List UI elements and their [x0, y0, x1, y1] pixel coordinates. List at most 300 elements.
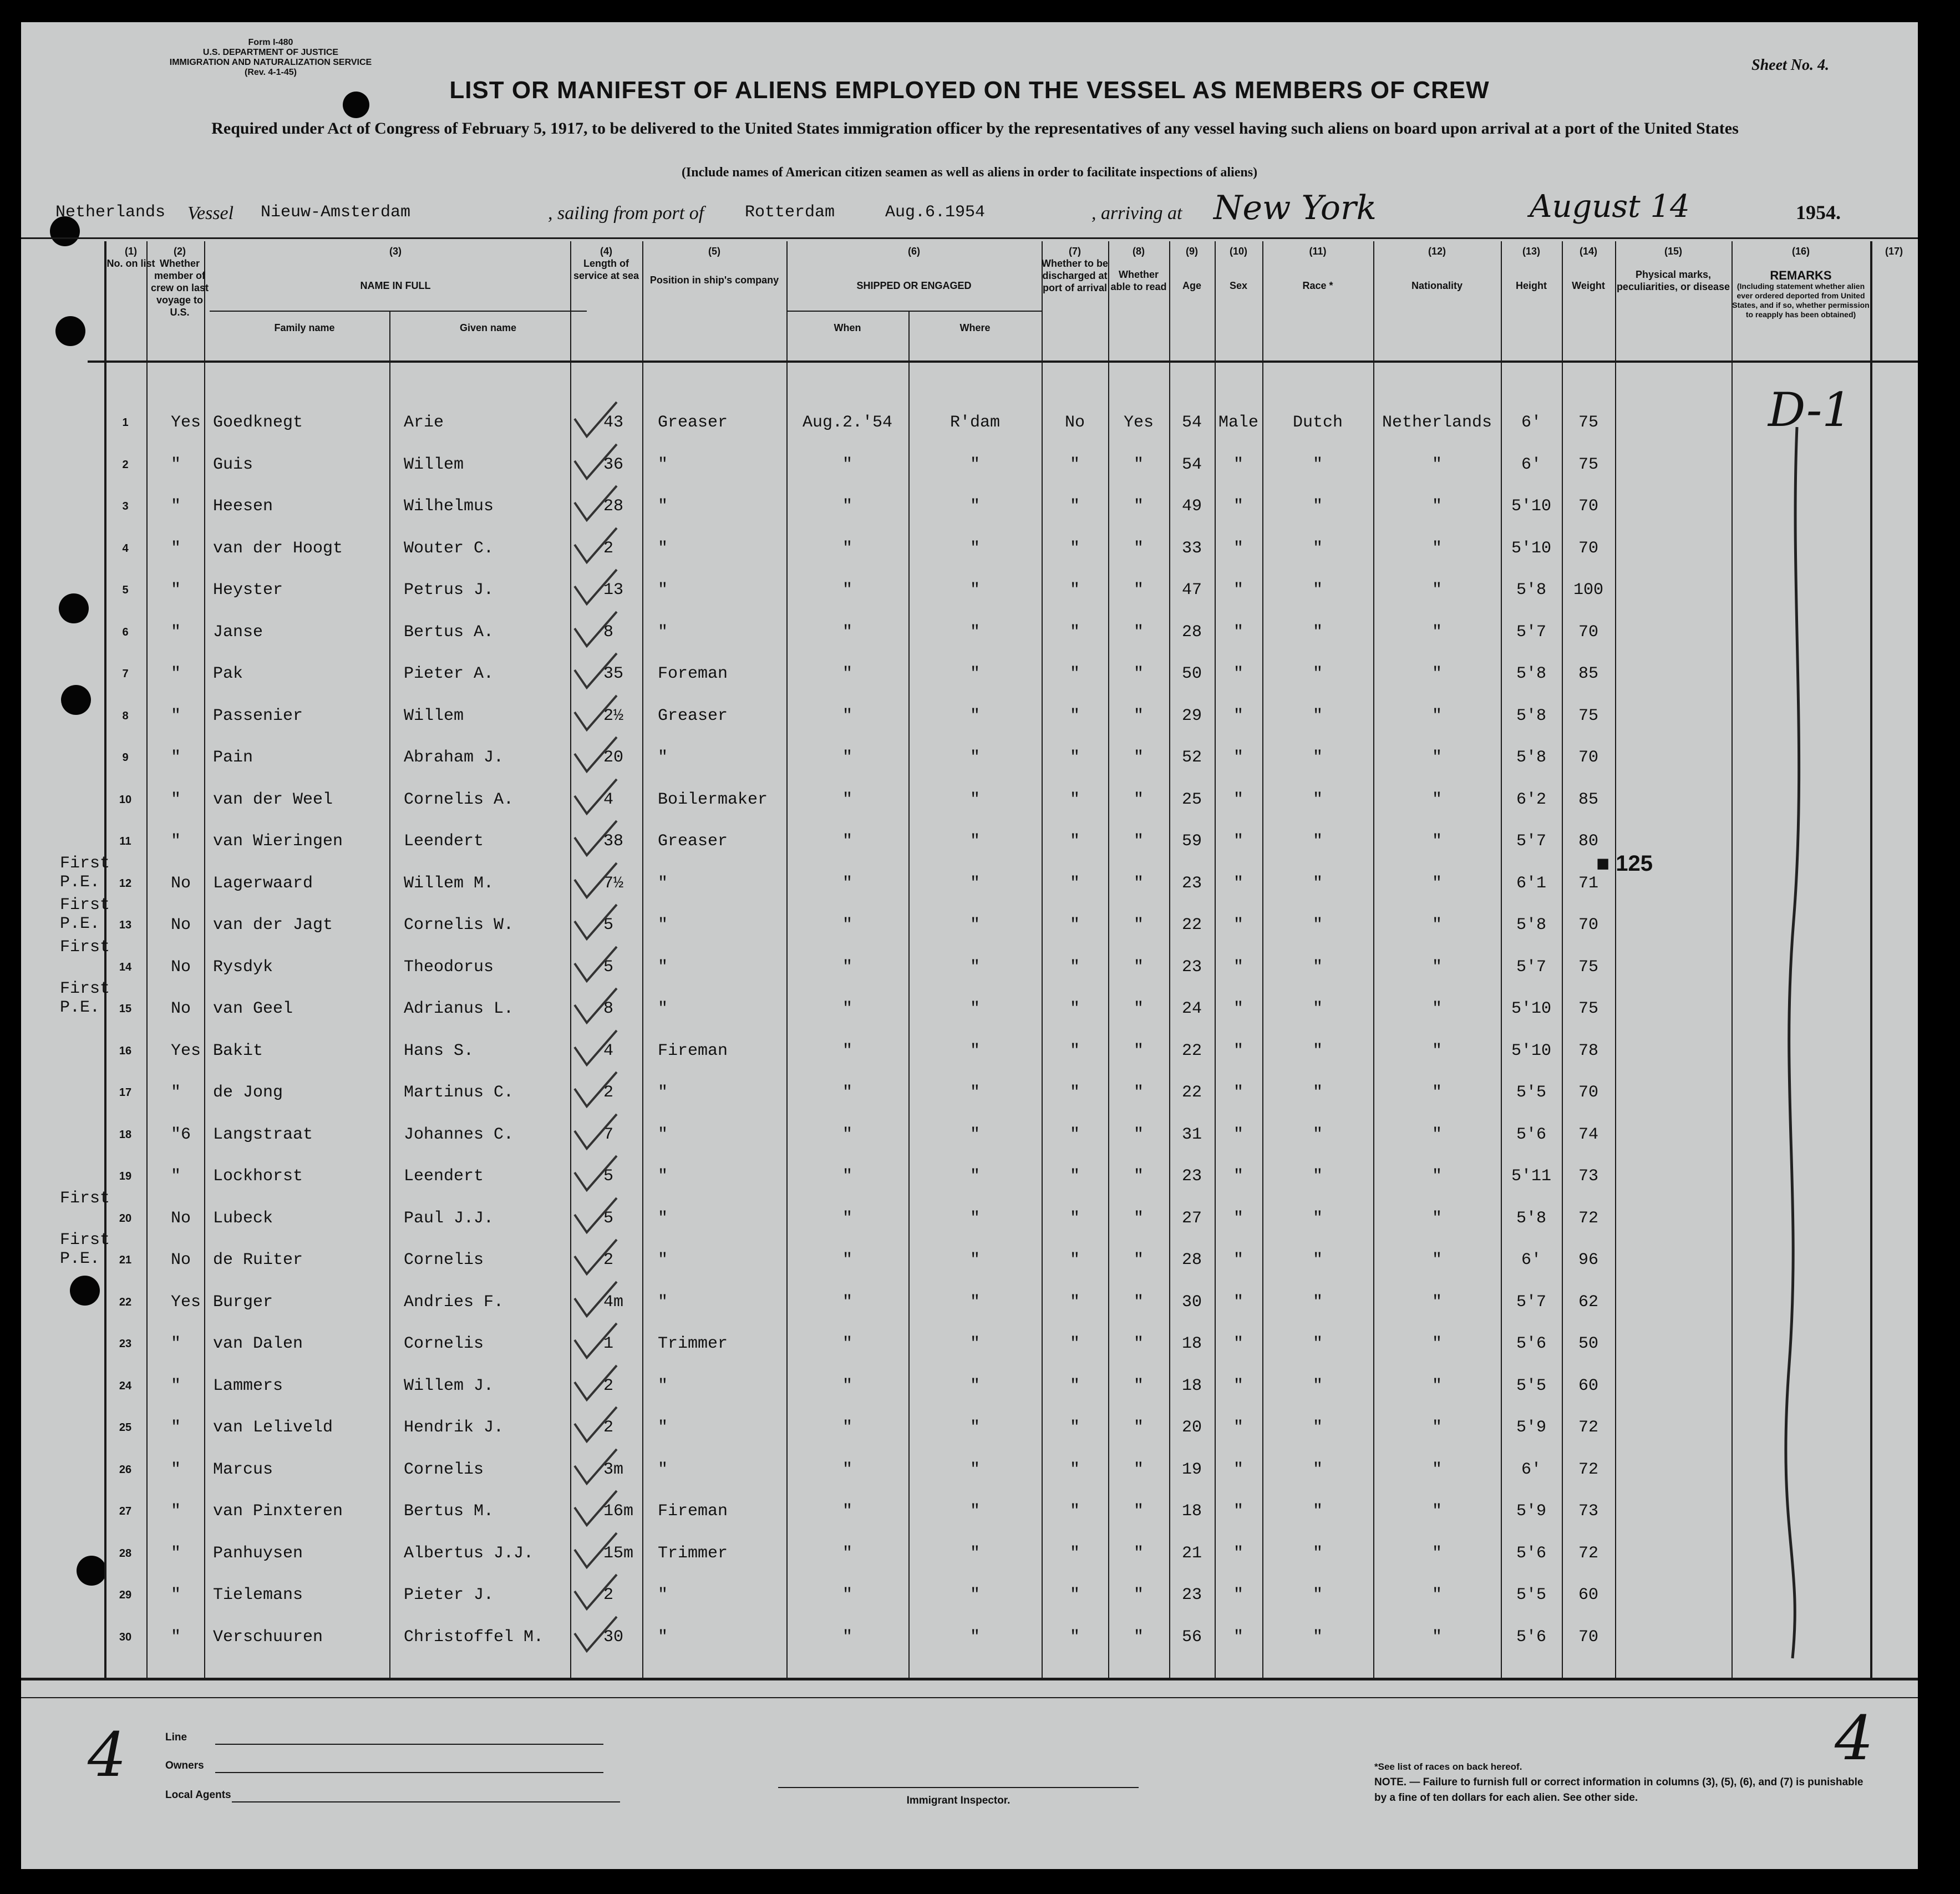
cell-given: Johannes C.: [404, 1125, 514, 1144]
cell-position: ": [658, 497, 668, 516]
cell-nat: ": [1431, 581, 1442, 600]
checkmark-icon: [570, 816, 620, 861]
cell-weight: 96: [1578, 1251, 1598, 1270]
sailing-port: Rotterdam: [745, 203, 835, 222]
cell-disch: ": [1069, 1125, 1080, 1144]
cell-no: 7: [122, 668, 129, 680]
cell-age: 33: [1181, 539, 1202, 558]
sheet-mark-left: 4: [88, 1719, 126, 1790]
cell-nat: ": [1431, 664, 1442, 683]
cell-last: No: [171, 957, 191, 977]
checkmark-icon: [570, 1486, 620, 1531]
cell-family: van Geel: [213, 999, 293, 1018]
cell-service: 5: [603, 957, 614, 977]
cell-height: 5'8: [1516, 706, 1546, 725]
col-header-family: Family name: [274, 322, 335, 333]
cell-age: 28: [1181, 1251, 1202, 1270]
cell-disch: No: [1064, 413, 1085, 432]
cell-given: Cornelis: [404, 1334, 484, 1353]
cell-disch: ": [1069, 916, 1080, 935]
cell-service: 2: [603, 1376, 614, 1395]
cell-position: Foreman: [658, 664, 728, 683]
cell-height: 5'5: [1516, 1083, 1546, 1102]
cell-height: 6'2: [1516, 790, 1546, 809]
cell-last: ": [171, 539, 181, 558]
cell-where: ": [969, 1251, 980, 1270]
cell-height: 5'7: [1516, 957, 1546, 977]
cell-family: Goedknegt: [213, 413, 303, 432]
rule: [232, 1801, 620, 1802]
checkmark-icon: [570, 1445, 620, 1489]
cell-position: ": [658, 874, 668, 893]
cell-race: ": [1312, 832, 1323, 851]
cell-read: ": [1133, 1041, 1144, 1060]
cell-disch: ": [1069, 622, 1080, 642]
cell-no: 11: [119, 835, 131, 847]
cell-last: ": [171, 455, 181, 474]
cell-nat: ": [1431, 1543, 1442, 1563]
cell-last: ": [171, 497, 181, 516]
cell-read: ": [1133, 1627, 1144, 1647]
rule: [786, 311, 1042, 312]
cell-where: ": [969, 1041, 980, 1060]
cell-given: Willem J.: [404, 1376, 494, 1395]
rule: [210, 311, 587, 312]
cell-read: ": [1133, 581, 1144, 600]
checkmark-icon: [570, 440, 620, 484]
cell-no: 1: [122, 417, 129, 429]
punch-hole: [61, 685, 91, 715]
cell-disch: ": [1069, 664, 1080, 683]
cell-when: ": [842, 1460, 852, 1479]
cell-nat: ": [1431, 1460, 1442, 1479]
cell-position: ": [658, 957, 668, 977]
cell-read: ": [1133, 664, 1144, 683]
cell-weight: 72: [1578, 1418, 1598, 1437]
cell-no: 3: [122, 500, 129, 512]
cell-position: ": [658, 539, 668, 558]
cell-service: 16m: [603, 1502, 634, 1521]
cell-where: ": [969, 664, 980, 683]
cell-disch: ": [1069, 1167, 1080, 1186]
cell-sex: ": [1233, 497, 1243, 516]
grid-line: [642, 241, 643, 1678]
cell-last: Yes: [171, 413, 201, 432]
col-header-12: (12) Nationality: [1411, 246, 1463, 291]
cell-prefix: First P.E.: [60, 979, 110, 1017]
cell-disch: ": [1069, 748, 1080, 767]
cell-when: ": [842, 497, 852, 516]
cell-disch: ": [1069, 1041, 1080, 1060]
cell-when: ": [842, 1125, 852, 1144]
cell-race: ": [1312, 1208, 1323, 1228]
cell-height: 6': [1521, 413, 1541, 432]
cell-age: 20: [1181, 1418, 1202, 1437]
cell-service: 36: [603, 455, 624, 474]
inspector-bracket-line: [1768, 422, 1824, 1664]
cell-given: Bertus M.: [404, 1502, 494, 1521]
subtitle: Required under Act of Congress of February 5, 1917, to be delivered to the United States immigration officer by the representatives of any vessel having such aliens on board upon arrival at a port of the United States: [211, 119, 1739, 138]
cell-service: 4: [603, 1041, 614, 1060]
cell-height: 6'1: [1516, 874, 1546, 893]
cell-weight: 70: [1578, 497, 1598, 516]
cell-family: Verschuuren: [213, 1627, 323, 1647]
cell-sex: ": [1233, 1334, 1243, 1353]
cell-weight: 75: [1578, 957, 1598, 977]
cell-no: 4: [122, 542, 129, 555]
cell-height: 5'7: [1516, 622, 1546, 642]
cell-where: ": [969, 581, 980, 600]
arrival-port: New York: [1213, 189, 1377, 227]
cell-last: ": [171, 622, 181, 642]
checkmark-icon: [570, 565, 620, 610]
include-note: (Include names of American citizen seamen as well as aliens in order to facilitate inspections of aliens): [681, 165, 1258, 180]
cell-when: ": [842, 1586, 852, 1604]
cell-nat: ": [1431, 1208, 1442, 1228]
col-header-when: When: [834, 322, 861, 333]
grid-line: [104, 241, 106, 1678]
cell-read: ": [1133, 1418, 1144, 1437]
cell-disch: ": [1069, 1251, 1080, 1270]
cell-where: ": [969, 1125, 980, 1144]
cell-sex: ": [1233, 1502, 1243, 1521]
punch-hole: [70, 1276, 100, 1306]
cell-where: ": [969, 916, 980, 935]
cell-last: ": [171, 1083, 181, 1102]
cell-sex: ": [1233, 1083, 1243, 1102]
cell-weight: 70: [1578, 622, 1598, 642]
cell-no: 26: [119, 1463, 132, 1476]
cell-nat: ": [1431, 1376, 1442, 1395]
grid-line: [146, 241, 148, 1678]
cell-where: ": [969, 999, 980, 1018]
cell-when: ": [842, 1376, 852, 1395]
cell-disch: ": [1069, 1083, 1080, 1102]
col-header-1: (1) No. on list: [106, 246, 155, 269]
cell-when: ": [842, 916, 852, 935]
cell-service: 2: [603, 1083, 614, 1102]
cell-read: ": [1133, 832, 1144, 851]
cell-read: ": [1133, 539, 1144, 558]
cell-family: Passenier: [213, 706, 303, 725]
cell-family: Guis: [213, 455, 253, 474]
inspector-mark: D-1: [1768, 383, 1852, 437]
cell-service: 2: [603, 1586, 614, 1604]
cell-last: ": [171, 706, 181, 725]
cell-age: 52: [1181, 748, 1202, 767]
cell-position: ": [658, 999, 668, 1018]
cell-disch: ": [1069, 790, 1080, 809]
cell-sex: ": [1233, 664, 1243, 683]
cell-disch: ": [1069, 706, 1080, 725]
cell-no: 10: [119, 793, 132, 806]
cell-given: Wouter C.: [404, 539, 494, 558]
cell-height: 5'10: [1511, 1041, 1551, 1060]
cell-family: van Wieringen: [213, 832, 343, 851]
cell-last: ": [171, 1586, 181, 1604]
cell-height: 5'8: [1516, 581, 1546, 600]
cell-position: ": [658, 916, 668, 935]
cell-race: ": [1312, 1083, 1323, 1102]
cell-where: ": [969, 1334, 980, 1353]
cell-where: ": [969, 1543, 980, 1563]
cell-age: 28: [1181, 622, 1202, 642]
cell-no: 8: [122, 709, 129, 722]
cell-last: ": [171, 581, 181, 600]
cell-position: ": [658, 1586, 668, 1604]
cell-nat: ": [1431, 1334, 1442, 1353]
cell-age: 23: [1181, 1586, 1202, 1604]
cell-position: ": [658, 1376, 668, 1395]
cell-last: Yes: [171, 1292, 201, 1312]
cell-sex: ": [1233, 874, 1243, 893]
cell-weight: 72: [1578, 1208, 1598, 1228]
cell-height: 5'8: [1516, 916, 1546, 935]
cell-sex: ": [1233, 1167, 1243, 1186]
cell-service: 5: [603, 916, 614, 935]
cell-no: 13: [119, 919, 132, 931]
cell-position: ": [658, 1208, 668, 1228]
cell-sex: ": [1233, 748, 1243, 767]
col-header-given: Given name: [459, 322, 517, 333]
cell-weight: 74: [1578, 1125, 1598, 1144]
checkmark-icon: [570, 691, 620, 735]
cell-family: Heyster: [213, 581, 283, 600]
cell-position: ": [658, 748, 668, 767]
cell-race: ": [1312, 1251, 1323, 1270]
cell-no: 16: [119, 1044, 132, 1057]
cell-race: ": [1312, 497, 1323, 516]
cell-service: 43: [603, 413, 624, 432]
checkmark-icon: [570, 733, 620, 777]
sheet-mark-right: 4: [1835, 1703, 1873, 1774]
cell-last: ": [171, 748, 181, 767]
cell-given: Andries F.: [404, 1292, 504, 1312]
cell-when: ": [842, 1041, 852, 1060]
cell-nat: ": [1431, 999, 1442, 1018]
cell-where: ": [969, 1502, 980, 1521]
cell-race: ": [1312, 1125, 1323, 1144]
cell-age: 29: [1181, 706, 1202, 725]
cell-nat: ": [1431, 1418, 1442, 1437]
col-header-9: (9) Age: [1182, 246, 1201, 291]
cell-last: ": [171, 664, 181, 683]
cell-when: ": [842, 622, 852, 642]
rule: [21, 1678, 1918, 1680]
cell-disch: ": [1069, 1334, 1080, 1353]
checkmark-icon: [570, 900, 620, 945]
cell-service: 8: [603, 622, 614, 642]
cell-position: Greaser: [658, 832, 728, 851]
cell-given: Willem: [404, 706, 464, 725]
cell-no: 17: [119, 1086, 132, 1099]
cell-where: ": [969, 622, 980, 642]
cell-position: ": [658, 1460, 668, 1479]
cell-weight: 73: [1578, 1167, 1598, 1186]
grid-line: [1731, 241, 1733, 1678]
cell-given: Willem: [404, 455, 464, 474]
cell-no: 23: [119, 1338, 132, 1350]
cell-service: 13: [603, 581, 624, 600]
cell-service: 5: [603, 1167, 614, 1186]
cell-no: 9: [122, 751, 129, 764]
cell-prefix: First: [60, 937, 110, 957]
manifest-sheet: [21, 22, 1918, 1869]
cell-given: Cornelis: [404, 1251, 484, 1270]
cell-sex: ": [1233, 1376, 1243, 1395]
checkmark-icon: [570, 1235, 620, 1279]
cell-nat: ": [1431, 748, 1442, 767]
cell-race: ": [1312, 1334, 1323, 1353]
cell-weight: 75: [1578, 999, 1598, 1018]
sailing-label: , sailing from port of: [548, 203, 704, 224]
cell-service: 30: [603, 1627, 624, 1647]
cell-when: ": [842, 1208, 852, 1228]
col-header-13: (13) Height: [1516, 246, 1547, 291]
cell-height: 5'6: [1516, 1627, 1546, 1647]
cell-age: 24: [1181, 999, 1202, 1018]
col-header-17: (17): [1885, 246, 1903, 257]
cell-last: ": [171, 1334, 181, 1353]
cell-race: ": [1312, 1627, 1323, 1647]
checkmark-icon: [570, 1319, 620, 1363]
cell-sex: ": [1233, 1543, 1243, 1563]
cell-no: 30: [119, 1631, 132, 1643]
cell-read: ": [1133, 748, 1144, 767]
cell-last: No: [171, 999, 191, 1018]
cell-service: 2½: [603, 706, 624, 725]
checkmark-icon: [570, 1194, 620, 1238]
cell-race: Dutch: [1292, 413, 1343, 432]
cell-family: van Leliveld: [213, 1418, 333, 1437]
cell-disch: ": [1069, 1208, 1080, 1228]
cell-when: ": [842, 748, 852, 767]
cell-sex: ": [1233, 581, 1243, 600]
cell-when: ": [842, 1251, 852, 1270]
cell-race: ": [1312, 1418, 1323, 1437]
cell-age: 23: [1181, 957, 1202, 977]
cell-no: 24: [119, 1379, 132, 1392]
cell-age: 54: [1181, 413, 1202, 432]
cell-service: 7: [603, 1125, 614, 1144]
cell-family: Lockhorst: [213, 1167, 303, 1186]
cell-service: 2: [603, 539, 614, 558]
checkmark-icon: [570, 1151, 620, 1196]
cell-sex: ": [1233, 1418, 1243, 1437]
rule: [21, 1697, 1918, 1698]
cell-weight: 85: [1578, 790, 1598, 809]
cell-weight: 60: [1578, 1586, 1598, 1604]
checkmark-icon: [570, 775, 620, 819]
cell-where: ": [969, 1586, 980, 1604]
cell-position: ": [658, 581, 668, 600]
cell-race: ": [1312, 874, 1323, 893]
cell-position: Trimmer: [658, 1543, 728, 1563]
cell-sex: ": [1233, 1208, 1243, 1228]
cell-disch: ": [1069, 497, 1080, 516]
cell-where: ": [969, 539, 980, 558]
cell-when: ": [842, 1292, 852, 1312]
cell-position: Boilermaker: [658, 790, 768, 809]
checkmark-icon: [570, 1570, 620, 1614]
cell-height: 5'8: [1516, 748, 1546, 767]
cell-weight: 62: [1578, 1292, 1598, 1312]
cell-read: ": [1133, 622, 1144, 642]
cell-read: ": [1133, 1251, 1144, 1270]
cell-family: Lubeck: [213, 1208, 273, 1228]
col-header-16: (16) REMARKS (Including statement whether alien ever ordered deported from United States, and if so, whether permission to reapply has been obtained): [1732, 246, 1870, 319]
cell-nat: ": [1431, 622, 1442, 642]
checkmark-icon: [570, 1026, 620, 1070]
cell-service: 3m: [603, 1460, 624, 1479]
cell-age: 22: [1181, 916, 1202, 935]
page-title: LIST OR MANIFEST OF ALIENS EMPLOYED ON THE VESSEL AS MEMBERS OF CREW: [449, 77, 1490, 104]
cell-prefix: First P.E.: [60, 896, 110, 933]
cell-read: ": [1133, 957, 1144, 977]
cell-given: Arie: [404, 413, 444, 432]
checkmark-icon: [570, 1529, 620, 1573]
cell-position: Fireman: [658, 1502, 728, 1521]
cell-age: 22: [1181, 1041, 1202, 1060]
cell-last: ": [171, 1167, 181, 1186]
cell-family: Rysdyk: [213, 957, 273, 977]
cell-weight: 100: [1573, 581, 1603, 600]
cell-nat: ": [1431, 957, 1442, 977]
cell-last: "6: [171, 1125, 191, 1144]
cell-race: ": [1312, 790, 1323, 809]
cell-where: ": [969, 832, 980, 851]
cell-height: 5'8: [1516, 664, 1546, 683]
cell-height: 5'10: [1511, 497, 1551, 516]
cell-no: 12: [119, 877, 132, 890]
cell-service: 35: [603, 664, 624, 683]
cell-read: Yes: [1123, 413, 1154, 432]
cell-disch: ": [1069, 1376, 1080, 1395]
cell-sex: ": [1233, 832, 1243, 851]
cell-given: Martinus C.: [404, 1083, 514, 1102]
cell-nat: ": [1431, 1167, 1442, 1186]
cell-disch: ": [1069, 1292, 1080, 1312]
cell-where: ": [969, 1376, 980, 1395]
col-header-6: (6) SHIPPED OR ENGAGED: [856, 246, 972, 291]
cell-height: 5'7: [1516, 832, 1546, 851]
cell-no: 18: [119, 1128, 132, 1141]
cell-when: ": [842, 1502, 852, 1521]
cell-when: ": [842, 1627, 852, 1647]
cell-when: ": [842, 1083, 852, 1102]
vessel-name: Nieuw-Amsterdam: [261, 203, 411, 222]
immigrant-inspector-label: Immigrant Inspector.: [906, 1795, 1011, 1806]
punch-hole: [77, 1556, 106, 1586]
cell-age: 25: [1181, 790, 1202, 809]
cell-given: Petrus J.: [404, 581, 494, 600]
col-header-10: (10) Sex: [1229, 246, 1248, 291]
cell-given: Bertus A.: [404, 622, 494, 642]
cell-family: Marcus: [213, 1460, 273, 1479]
col-header-11: (11) Race *: [1302, 246, 1333, 291]
cell-when: ": [842, 581, 852, 600]
cell-where: ": [969, 706, 980, 725]
cell-race: ": [1312, 1502, 1323, 1521]
cell-last: ": [171, 832, 181, 851]
cell-family: van Dalen: [213, 1334, 303, 1353]
cell-family: de Jong: [213, 1083, 283, 1102]
cell-prefix: First P.E.: [60, 854, 110, 892]
cell-weight: 70: [1578, 1083, 1598, 1102]
cell-where: ": [969, 1460, 980, 1479]
cell-age: 18: [1181, 1334, 1202, 1353]
cell-no: 21: [119, 1254, 132, 1266]
